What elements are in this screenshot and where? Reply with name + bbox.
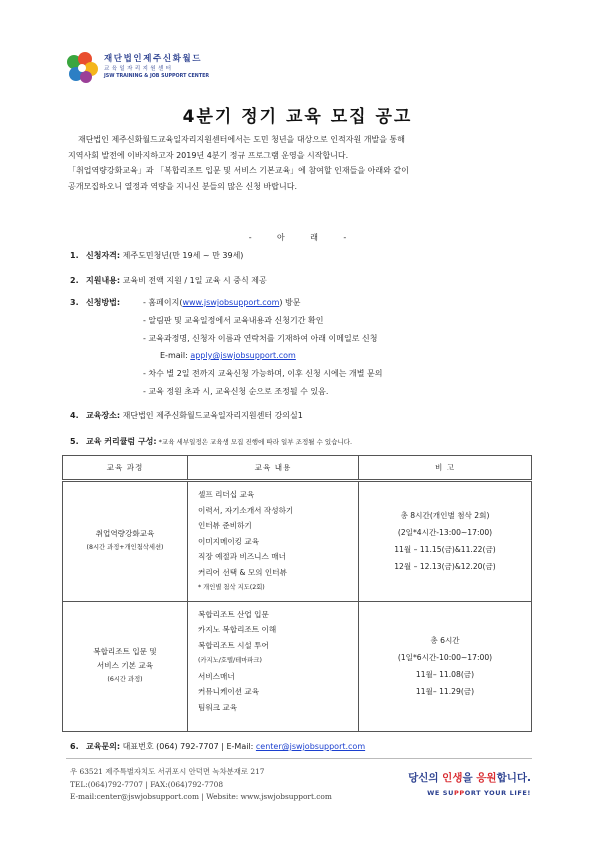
logo-sub-ko: 교육일자리지원센터 [104, 66, 174, 72]
address-line: 우 63521 제주특별자치도 서귀포시 안덕면 녹차분재로 217 [70, 767, 265, 776]
course-sub: (8시간 과정+개인첨삭세션) [86, 544, 164, 552]
email-label: E-mail: [160, 351, 191, 360]
content-line: 팀워크 교육 [198, 702, 238, 712]
course-name-line-1: 복합리조트 입문 및 [93, 647, 157, 656]
contact-line: E-mail:center@jswjobsupport.com | Website: www.jswjobsupport.com [70, 792, 332, 801]
slogan-part: ORT YOUR LIFE! [464, 789, 531, 797]
remarks-cell [359, 601, 532, 731]
content-line: 복합리조트 산업 입문 [198, 609, 269, 619]
item-label: 지원내용: [86, 276, 121, 285]
content-cell [188, 481, 359, 602]
item-curriculum [70, 436, 352, 448]
content-line: (카지노/호텔/테마파크) [198, 657, 262, 664]
slogan-ko [408, 770, 531, 785]
course-cell [63, 601, 188, 731]
item-text: 제주도민청년(만 19세 ~ 만 39세) [120, 251, 244, 260]
logo [64, 50, 234, 90]
intro-paragraph [68, 132, 538, 194]
course-name: 취업역량강화교육 [95, 529, 155, 539]
slogan-highlight: 응원 [476, 772, 497, 784]
remarks-cell [359, 481, 532, 602]
remarks-line: (1일*6시간-10:00~17:00) [397, 653, 493, 662]
course-cell [63, 481, 188, 602]
remarks-line: 12월 – 12.13(금)&12.20(금) [394, 562, 496, 572]
slogan-part: WE SU [427, 789, 454, 797]
slogan-highlight: 인생 [442, 772, 463, 784]
apply-step-text: ) 방문 [279, 298, 301, 307]
remarks-line: (2일*4시간-13:00~17:00) [397, 528, 493, 538]
intro-line-3: 「취업역량강화교육」과 「복합리조트 입문 및 서비스 기본교육」에 참여할 인재들을 아래와 같이 [68, 166, 409, 175]
item-number: 1. [70, 251, 79, 260]
content-line: 직장 예절과 비즈니스 매너 [198, 552, 286, 561]
remarks-line: 총 8시간(개인별 첨삭 2회) [400, 511, 490, 521]
item-label: 교육문의: [86, 742, 121, 751]
apply-step-4: - 차수 별 2일 전까지 교육신청 가능하며, 이후 신청 시에는 개별 문의 [143, 369, 383, 378]
item-contact [70, 741, 365, 753]
curriculum-note: *교육 세부일정은 교육생 모집 진행에 따라 일부 조정될 수 있습니다. [156, 438, 353, 446]
header-remarks: 비 고 [359, 456, 532, 481]
item-number: 3. [70, 298, 79, 307]
intro-line-4: 공개모집하오니 열정과 역량을 지니신 분들의 많은 신청 바랍니다. [68, 181, 297, 191]
apply-email-link[interactable]: apply@jswjobsupport.com [190, 351, 296, 360]
slogan-highlight: PP [453, 789, 465, 797]
content-line: 카지노 복합리조트 이해 [198, 625, 277, 634]
header-content: 교육 내용 [188, 456, 359, 481]
remarks-line: 11월– 11.08(금) [415, 670, 475, 679]
content-line: 커리어 선택 & 모의 인터뷰 [198, 567, 287, 577]
footer-address [70, 766, 332, 804]
intro-line-1: 재단법인 제주신화월드교육일자리지원센터에서는 도민 청년을 대상으로 인적자원 개발을 통해 [78, 135, 405, 144]
below-heading: - 아 래 - [248, 233, 347, 242]
remarks-line: 11월– 11.29(금) [415, 687, 475, 696]
slogan-en [408, 789, 531, 797]
homepage-link[interactable]: www.jswjobsupport.com [182, 298, 280, 307]
item-label: 신청방법: [86, 298, 121, 307]
apply-step-text: - 홈페이지( [143, 298, 183, 307]
course-sub: (6시간 과정) [107, 676, 143, 683]
table-row [63, 601, 532, 731]
content-note: * 개인별 첨삭 지도(2회) [198, 584, 265, 591]
remarks-line: 11월 – 11.15(금)&11.22(금) [394, 545, 496, 555]
slogan-part: 당신의 [408, 772, 443, 784]
contact-email-link[interactable]: center@jswjobsupport.com [255, 742, 366, 751]
phone-line: TEL:(064)792-7707 | FAX:(064)792-7708 [70, 779, 224, 789]
content-line: 복합리조트 시설 투어 [198, 640, 269, 650]
curriculum-table [62, 455, 532, 732]
item-number: 4. [70, 411, 79, 420]
content-line: 서비스매너 [198, 671, 235, 681]
intro-line-2: 지역사회 발전에 이바지하고자 2019년 4분기 정규 프로그램 운영을 시작합니다. [68, 150, 349, 160]
content-line: 인터뷰 준비하기 [198, 521, 252, 530]
apply-step-2: - 알림판 및 교육일정에서 교육내용과 신청기간 확인 [143, 316, 324, 325]
table-row [63, 481, 532, 602]
apply-step-1 [143, 297, 301, 309]
item-support [70, 275, 267, 287]
item-eligibility [70, 250, 243, 262]
item-text: 교육비 전액 지원 / 1일 교육 시 중식 제공 [120, 276, 267, 285]
apply-step-3: - 교육과정명, 신청자 이름과 연락처를 기재하여 아래 이메일로 신청 [143, 334, 378, 343]
course-name-line-2: 서비스 기본 교육 [96, 661, 154, 670]
item-number: 2. [70, 276, 79, 285]
header-course: 교육 과정 [63, 456, 188, 481]
content-line: 이미지메이킹 교육 [198, 536, 260, 546]
content-line: 셀프 리더십 교육 [198, 490, 255, 499]
apply-email [160, 350, 296, 362]
item-location [70, 410, 303, 422]
remarks-line: 총 6시간 [430, 636, 460, 645]
item-number: 5. [70, 437, 79, 446]
item-text: 대표번호 (064) 792-7707 | E-Mail: [120, 742, 256, 751]
content-line: 커뮤니케이션 교육 [198, 687, 260, 696]
item-text: 재단법인 제주신화월드교육일자리지원센터 강의실1 [120, 411, 303, 420]
logo-name-en: JSW TRAINING & JOB SUPPORT CENTER [104, 74, 210, 79]
item-label: 신청자격: [86, 251, 121, 260]
apply-step-5: - 교육 정원 초과 시, 교육신청 순으로 조정될 수 있음. [143, 387, 329, 396]
logo-flower-icon [64, 50, 100, 86]
slogan-part: 을 [462, 772, 477, 784]
item-label: 교육장소: [86, 411, 121, 420]
slogan-part: 합니다. [496, 772, 531, 784]
table-header-row [63, 456, 532, 481]
item-apply-method [70, 297, 120, 309]
logo-name-ko: 재단법인제주신화월드 [104, 54, 203, 64]
content-line: 이력서, 자기소개서 작성하기 [198, 505, 294, 515]
footer-slogan [408, 770, 531, 797]
footer-divider [66, 758, 532, 759]
item-number: 6. [70, 742, 79, 751]
page-title: 4분기 정기 교육 모집 공고 [182, 107, 413, 127]
logo-text [104, 54, 209, 80]
content-cell [188, 601, 359, 731]
item-label: 교육 커리큘럼 구성: [86, 437, 157, 446]
